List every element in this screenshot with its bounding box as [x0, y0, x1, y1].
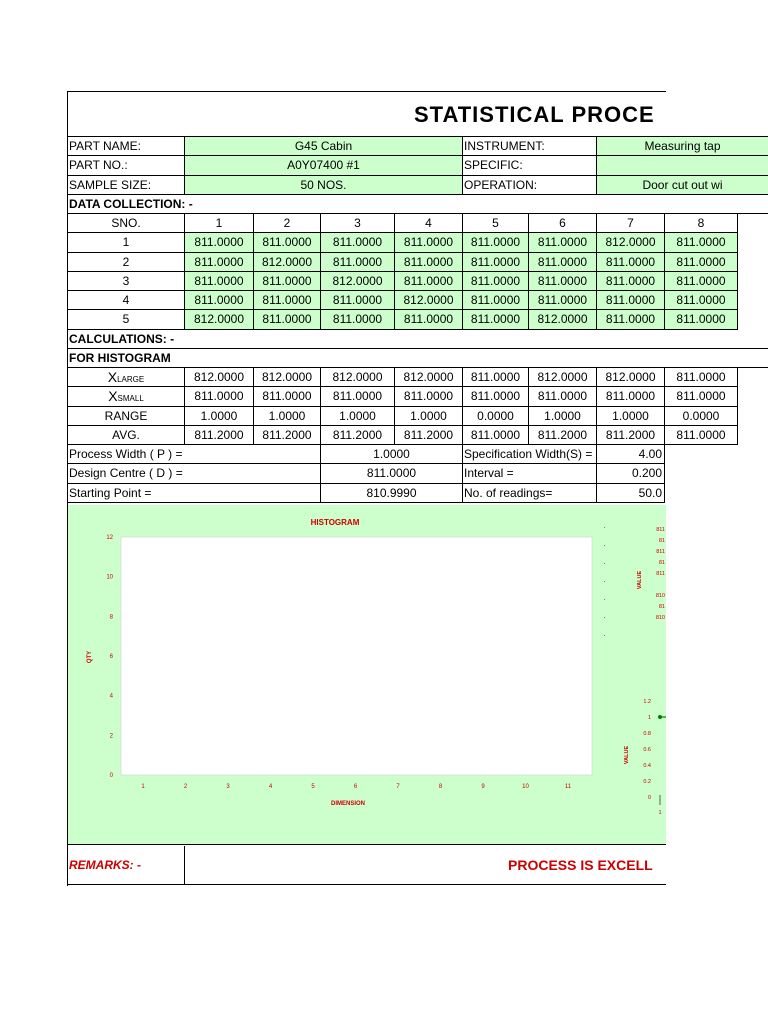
chart-area [68, 505, 666, 845]
column-header: 1 [185, 214, 254, 233]
histogram-plot-area [121, 537, 592, 775]
column-header: 4 [395, 214, 463, 233]
y-axis-label: VALUE [637, 570, 643, 590]
stat-cell: 811.0000 [463, 426, 529, 445]
stat-cell: 811.2000 [395, 426, 463, 445]
stat-cell: 812.0000 [254, 368, 321, 387]
stat-cell: 1.0000 [597, 407, 665, 426]
stat-label-sub: SMALL [117, 394, 144, 404]
data-cell: 811.0000 [597, 291, 665, 310]
y-tick-label: 0.6 [643, 747, 651, 753]
data-cell: 811.0000 [185, 253, 254, 272]
x-axis-label: DIMENSION [330, 801, 366, 807]
stat-label: RANGE [68, 407, 185, 426]
data-cell: 811.0000 [463, 272, 529, 291]
data-cell: 811.0000 [321, 233, 395, 252]
summary-label: Specification Width(S) = [463, 445, 597, 464]
stat-cell: 811.0000 [597, 387, 665, 406]
info-value [597, 156, 768, 175]
data-cell: 811.0000 [529, 272, 597, 291]
data-cell: 811.0000 [529, 253, 597, 272]
sno-header: SNO. [68, 214, 185, 233]
stat-label-sub: LARGE [117, 375, 145, 384]
stat-cell: 811.0000 [463, 387, 529, 406]
data-cell: 811.0000 [321, 310, 395, 329]
info-value: Measuring tap [597, 137, 768, 156]
gridline-dot [604, 617, 605, 618]
info-label: SPECIFIC: [463, 156, 597, 175]
data-cell: 811.0000 [395, 272, 463, 291]
info-label: PART NAME: [68, 137, 185, 156]
stat-cell: 811.0000 [254, 387, 321, 406]
info-value: A0Y07400 #1 [185, 156, 463, 175]
x-tick-label: 1 [658, 810, 662, 816]
data-cell: 811.0000 [395, 233, 463, 252]
stat-cell: 1.0000 [395, 407, 463, 426]
data-cell: 811.0000 [185, 291, 254, 310]
y-tick-label: 0 [109, 773, 113, 779]
x-tick-label: 7 [396, 784, 400, 790]
x-tick-label: 4 [268, 784, 273, 790]
x-tick-label: 11 [564, 784, 572, 790]
y-tick-label: 1 [647, 715, 651, 721]
stat-cell: 812.0000 [597, 368, 665, 387]
data-cell: 811.0000 [597, 272, 665, 291]
y-tick-label: 6 [109, 654, 113, 660]
x-tick-label: 9 [481, 784, 485, 790]
title-row [68, 92, 768, 137]
x-tick-label: 3 [226, 784, 230, 790]
column-header: 2 [254, 214, 321, 233]
data-cell: 811.0000 [254, 310, 321, 329]
stat-cell: 811.0000 [185, 387, 254, 406]
sno-cell: 4 [68, 291, 185, 310]
x-tick-label: 5 [311, 784, 315, 790]
data-cell: 811.0000 [597, 253, 665, 272]
stat-label [68, 387, 185, 406]
y-tick-label: 0 [647, 795, 651, 801]
y-tick-label: 81 [658, 560, 665, 566]
stat-cell: 811.0000 [395, 387, 463, 406]
sno-cell: 1 [68, 233, 185, 252]
data-cell: 812.0000 [395, 291, 463, 310]
summary-value: 0.200 [597, 464, 665, 483]
stat-cell: 811.2000 [185, 426, 254, 445]
x-tick-label: 1 [141, 784, 145, 790]
x-tick-label: 6 [353, 784, 358, 790]
data-cell: 811.0000 [321, 291, 395, 310]
stat-cell: 812.0000 [395, 368, 463, 387]
y-tick-label: 810 [655, 593, 665, 599]
stat-cell: 0.0000 [665, 407, 738, 426]
stat-label-main: X [108, 388, 118, 405]
data-cell: 811.0000 [254, 233, 321, 252]
y-tick-label: 10 [106, 574, 113, 581]
data-cell: 811.0000 [321, 253, 395, 272]
sheet-title: STATISTICAL PROCE [414, 102, 655, 127]
summary-label: Starting Point = [68, 484, 321, 503]
info-value: 50 NOS. [185, 176, 463, 195]
data-cell: 811.0000 [463, 310, 529, 329]
y-tick-label: 81 [658, 538, 665, 544]
stat-cell: 0.0000 [463, 407, 529, 426]
summary-value: 811.0000 [321, 464, 463, 483]
gridline-dot [604, 581, 605, 582]
data-cell: 812.0000 [254, 253, 321, 272]
remarks-text: PROCESS IS EXCELL [508, 857, 653, 873]
x-tick-label: 8 [438, 784, 443, 790]
y-tick-label: 810 [655, 615, 665, 621]
data-cell: 812.0000 [321, 272, 395, 291]
sno-cell: 3 [68, 272, 185, 291]
y-axis-label: VALUE [624, 745, 630, 765]
stat-cell: 811.0000 [463, 368, 529, 387]
column-header: 6 [529, 214, 597, 233]
gridline-dot [604, 563, 605, 564]
stat-cell: 812.0000 [529, 368, 597, 387]
gridline-dot [604, 599, 605, 600]
summary-value: 810.9990 [321, 484, 463, 503]
spc-sheet [67, 91, 726, 886]
gridline-dot [604, 527, 605, 528]
data-cell: 811.0000 [665, 291, 738, 310]
stat-cell: 811.0000 [529, 387, 597, 406]
info-label: PART NO.: [68, 156, 185, 175]
data-cell: 811.0000 [185, 272, 254, 291]
data-cell: 811.0000 [665, 233, 738, 252]
y-tick-label: 0.4 [643, 763, 651, 769]
y-tick-label: 2 [109, 733, 113, 740]
data-cell: 811.0000 [463, 253, 529, 272]
data-cell: 811.0000 [463, 233, 529, 252]
stat-cell: 811.0000 [321, 387, 395, 406]
x-tick-label: 10 [522, 784, 529, 790]
summary-label: No. of readings= [463, 484, 597, 503]
stat-cell: 1.0000 [254, 407, 321, 426]
gridline-dot [604, 635, 605, 636]
charts-svg [68, 505, 666, 845]
stat-cell: 811.0000 [665, 426, 738, 445]
info-label: SAMPLE SIZE: [68, 176, 185, 195]
y-axis-label: QTY [87, 650, 93, 664]
stat-cell: 1.0000 [529, 407, 597, 426]
data-cell: 811.0000 [529, 291, 597, 310]
data-cell: 811.0000 [185, 233, 254, 252]
data-cell: 811.0000 [463, 291, 529, 310]
stat-cell: 812.0000 [321, 368, 395, 387]
data-cell: 811.0000 [665, 310, 738, 329]
column-header: 3 [321, 214, 395, 233]
data-cell: 811.0000 [254, 291, 321, 310]
info-label: OPERATION: [463, 176, 597, 195]
stat-cell: 1.0000 [321, 407, 395, 426]
stat-cell: 811.0000 [665, 368, 738, 387]
data-cell: 811.0000 [529, 233, 597, 252]
stat-cell: 812.0000 [185, 368, 254, 387]
stat-cell: 811.2000 [321, 426, 395, 445]
histogram-title: HISTOGRAM [310, 518, 360, 527]
column-header: 5 [463, 214, 529, 233]
sno-cell: 5 [68, 310, 185, 329]
info-value: G45 Cabin [185, 137, 463, 156]
section-heading: DATA COLLECTION: - [68, 195, 768, 214]
info-label: INSTRUMENT: [463, 137, 597, 156]
info-value: Door cut out wi [597, 176, 768, 195]
y-tick-label: 0.8 [643, 731, 651, 737]
y-tick-label: 1.2 [643, 699, 651, 705]
y-tick-label: 811 [656, 549, 665, 555]
stat-cell: 811.2000 [254, 426, 321, 445]
y-tick-label: 4 [109, 693, 113, 700]
stat-label-main: X [107, 369, 118, 385]
y-tick-label: 8 [109, 614, 113, 621]
data-cell: 811.0000 [395, 253, 463, 272]
data-cell: 812.0000 [185, 310, 254, 329]
data-cell: 811.0000 [395, 310, 463, 329]
data-cell: 812.0000 [597, 233, 665, 252]
data-cell: 811.0000 [597, 310, 665, 329]
summary-value: 50.0 [597, 484, 665, 503]
y-tick-label: 0.2 [643, 779, 651, 785]
section-heading: FOR HISTOGRAM [68, 349, 768, 368]
remarks-label: REMARKS: - [68, 846, 185, 885]
summary-value: 1.0000 [321, 445, 463, 464]
stat-cell: 811.0000 [665, 387, 738, 406]
stat-cell: 811.2000 [529, 426, 597, 445]
stat-label: AVG. [68, 426, 185, 445]
x-tick-label: 2 [183, 784, 188, 790]
stat-cell: 1.0000 [185, 407, 254, 426]
summary-label: Process Width ( P ) = [68, 445, 321, 464]
summary-value: 4.00 [597, 445, 665, 464]
section-heading: CALCULATIONS: - [68, 330, 768, 349]
y-tick-label: 811 [656, 571, 665, 577]
y-tick-label: 811 [656, 527, 665, 533]
y-tick-label: 81 [658, 604, 665, 610]
y-tick-label: 12 [106, 535, 113, 541]
data-cell: 811.0000 [254, 272, 321, 291]
data-cell: 812.0000 [529, 310, 597, 329]
column-header: 7 [597, 214, 665, 233]
column-header: 8 [665, 214, 738, 233]
remarks-box [185, 846, 666, 885]
data-cell: 811.0000 [665, 253, 738, 272]
summary-label: Interval = [463, 464, 597, 483]
summary-label: Design Centre ( D ) = [68, 464, 321, 483]
stat-label [68, 368, 185, 387]
data-cell: 811.0000 [665, 272, 738, 291]
stat-cell: 811.2000 [597, 426, 665, 445]
sno-cell: 2 [68, 253, 185, 272]
gridline-dot [604, 545, 605, 546]
